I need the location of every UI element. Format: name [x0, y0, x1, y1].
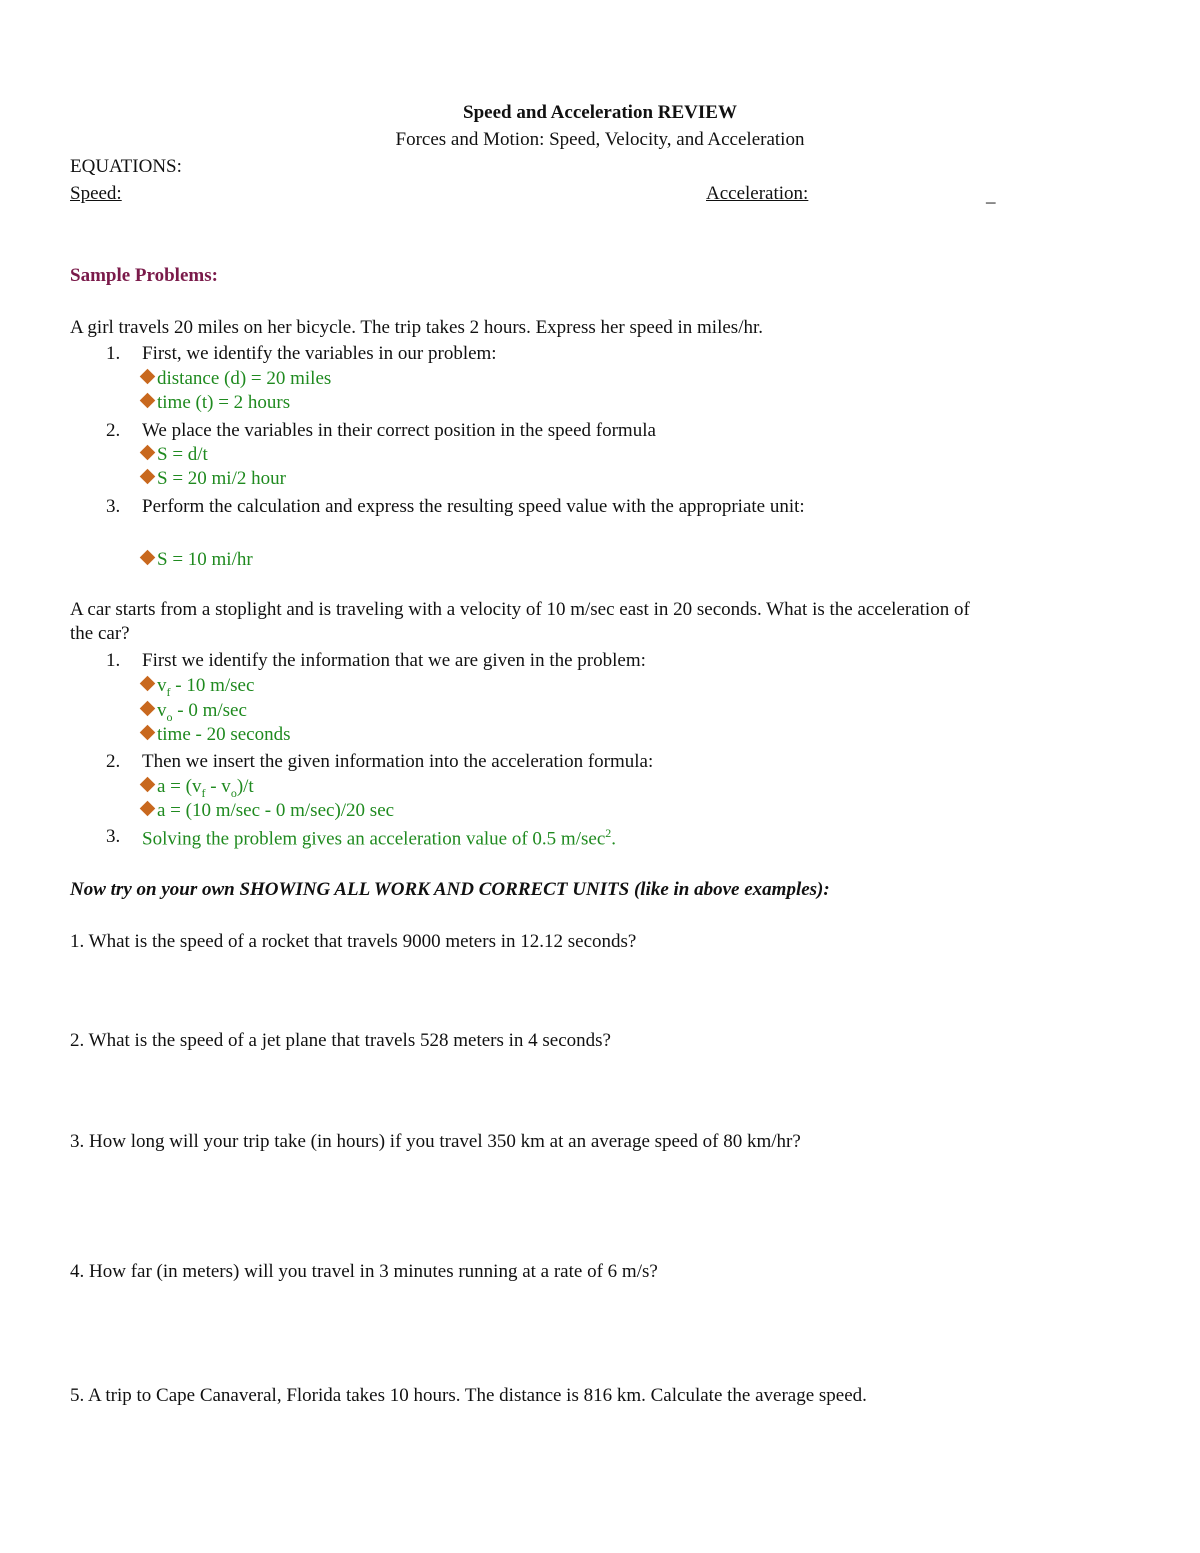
example1-bullet-time: time (t) = 2 hours — [142, 393, 290, 412]
example2-bullet-vf: $v_f - 10$ m/sec — [142, 676, 254, 698]
example1-step1: First, we identify the variables in our problem: — [142, 343, 497, 364]
diamond-bullet-icon — [140, 445, 156, 461]
list-number: 3. — [106, 826, 121, 847]
diamond-bullet-icon — [140, 701, 156, 717]
instructions: Now try on your own SHOWING ALL WORK AND CORRECT UNITS (like in above examples): — [70, 879, 830, 900]
question-4: 4. How far (in meters) will you travel in 3 minutes running at a rate of 6 m/s? — [70, 1261, 658, 1282]
example2-step3: Solving the problem gives an acceleration value of 0.5 $m/\sec^2$. — [142, 826, 616, 850]
diamond-bullet-icon — [140, 725, 156, 741]
acceleration-label: Acceleration: — [706, 183, 809, 204]
diamond-bullet-icon — [140, 393, 156, 409]
diamond-bullet-icon — [140, 676, 156, 692]
example2-bullet-substitution: a = (10 m/sec - 0 m/sec)/20 sec — [142, 801, 394, 820]
example2-bullet-vo: $v_o - 0$ m/sec — [142, 701, 247, 723]
diamond-bullet-icon — [140, 801, 156, 817]
page-subtitle: Forces and Motion: Speed, Velocity, and Acceleration — [395, 129, 805, 150]
example1-bullet-distance: distance (d) = 20 miles — [142, 369, 331, 388]
example1-step3: Perform the calculation and express the resulting speed value with the appropriate unit: — [142, 496, 805, 517]
example1-prompt: A girl travels 20 miles on her bicycle. The trip takes 2 hours. Express her speed in miles/hr. — [70, 317, 763, 338]
question-2: 2. What is the speed of a jet plane that travels 528 meters in 4 seconds? — [70, 1030, 611, 1051]
list-number: 2. — [106, 420, 121, 441]
list-number: 3. — [106, 496, 121, 517]
example1-bullet-formula: S = d/t — [142, 445, 208, 464]
example2-bullet-formula: $a = (v_f - v_o)/t$ — [142, 777, 254, 799]
example2-step1: First we identify the information that we are given in the problem: — [142, 650, 646, 671]
diamond-bullet-icon — [140, 550, 156, 566]
example2-prompt-line2: the car? — [70, 623, 130, 644]
speed-label: Speed: — [70, 183, 122, 204]
question-1: 1. What is the speed of a rocket that travels 9000 meters in 12.12 seconds? — [70, 931, 637, 952]
list-number: 2. — [106, 751, 121, 772]
example2-prompt-line1: A car starts from a stoplight and is traveling with a velocity of 10 m/sec east in 20 seconds. What is the acceleration of — [70, 599, 970, 620]
question-5: 5. A trip to Cape Canaveral, Florida takes 10 hours. The distance is 816 km. Calculate the average speed. — [70, 1385, 867, 1406]
list-number: 1. — [106, 343, 121, 364]
page-title: Speed and Acceleration REVIEW — [463, 102, 737, 123]
list-number: 1. — [106, 650, 121, 671]
trailing-mark: _ — [986, 185, 996, 206]
example1-bullet-result: S = 10 mi/hr — [142, 550, 253, 569]
example1-bullet-substitution: S = 20 mi/2 hour — [142, 469, 286, 488]
question-3: 3. How long will your trip take (in hours) if you travel 350 km at an average speed of 80 km/hr? — [70, 1131, 801, 1152]
example2-bullet-time: time - 20 seconds — [142, 725, 291, 744]
equations-heading: EQUATIONS: — [70, 156, 182, 177]
diamond-bullet-icon — [140, 777, 156, 793]
diamond-bullet-icon — [140, 369, 156, 385]
example2-step2: Then we insert the given information into the acceleration formula: — [142, 751, 654, 772]
sample-problems-heading: Sample Problems: — [70, 265, 218, 286]
diamond-bullet-icon — [140, 469, 156, 485]
example1-step2: We place the variables in their correct position in the speed formula — [142, 420, 656, 441]
